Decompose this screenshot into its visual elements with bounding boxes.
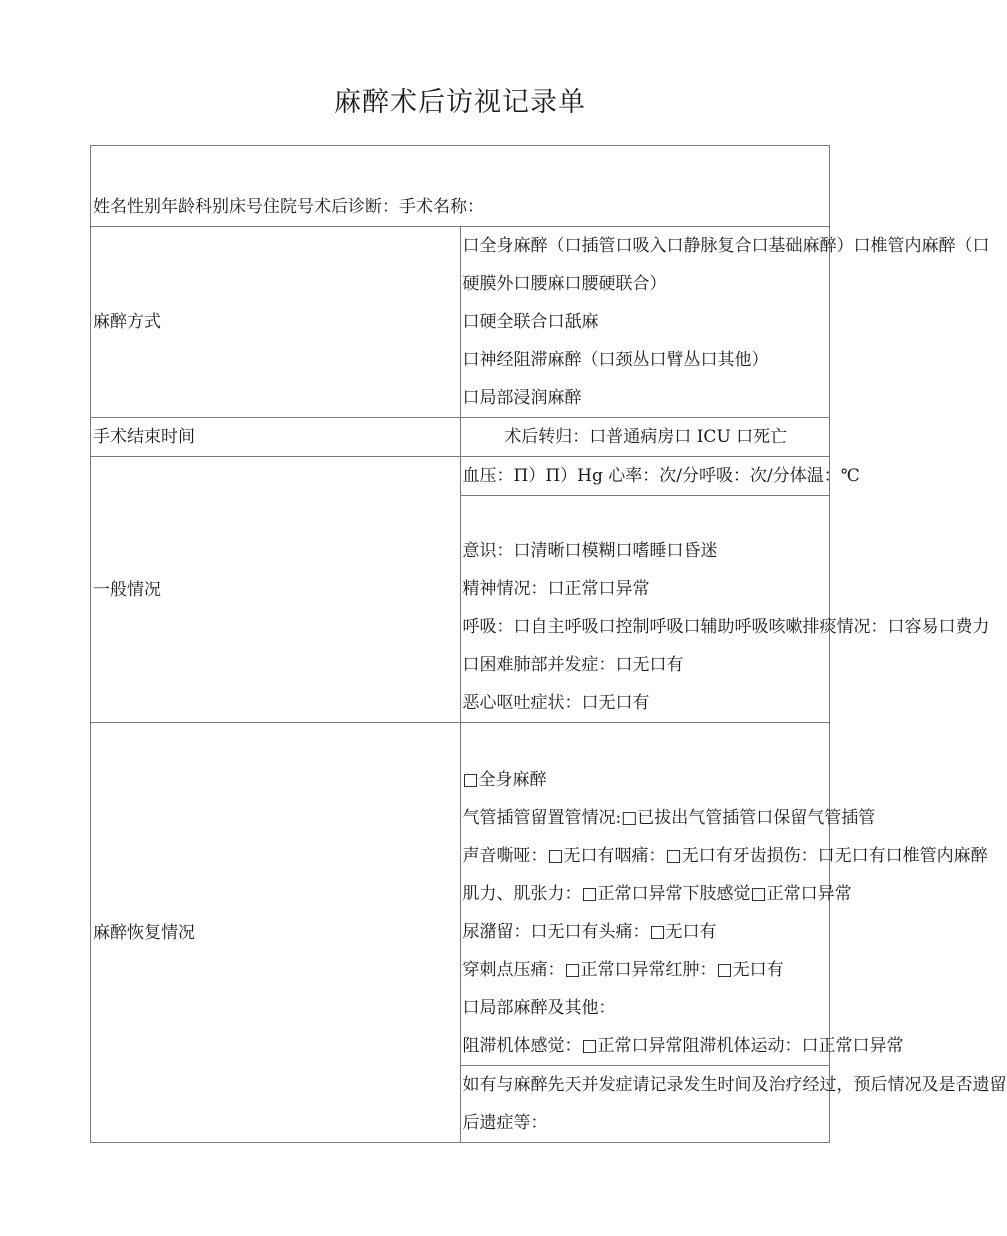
- postop-disposition-field[interactable]: 术后转归：口普通病房口 ICU 口死亡: [460, 418, 830, 457]
- blank-space: [463, 496, 830, 532]
- patient-info-fields: 姓名性别年龄科别床号住院号术后诊断：手术名称：: [93, 197, 484, 217]
- record-form-table: [90, 145, 1007, 1143]
- surgery-end-time-label: 手术结束时间: [91, 418, 461, 457]
- recovery-line: 尿潴留：口无口有头痛：□无口有: [462, 922, 717, 942]
- general-condition-line: 口困难肺部并发症：口无口有: [462, 655, 684, 675]
- vitals-field[interactable]: [460, 457, 860, 496]
- anesthesia-method-row: [91, 227, 830, 418]
- general-condition-line: 呼吸：口自主呼吸口控制呼吸口辅助呼吸咳嗽排痰情况：口容易口费力: [462, 617, 990, 637]
- general-condition-label: 一般情况: [91, 457, 461, 723]
- anesthesia-method-options[interactable]: [460, 227, 990, 418]
- complications-field[interactable]: [460, 1066, 1007, 1143]
- page-title: 麻醉术后访视记录单: [334, 87, 586, 118]
- general-condition-line: 意识：口清晰口模糊口嗜睡口昏迷: [462, 541, 718, 561]
- anesthesia-method-line: 口神经阻滞麻醉（口颈丛口臂丛口其他）: [462, 350, 769, 370]
- vitals-row: [91, 457, 830, 496]
- anesthesia-method-line: 口硬全联合口舐麻: [462, 312, 599, 332]
- recovery-line: 穿刺点压痛：□正常口异常红肿：□无口有: [462, 960, 784, 980]
- anesthesia-method-line: 硬膜外口腰麻口腰硬联合）: [462, 274, 667, 294]
- recovery-line: 声音嘶哑：□无口有咽痛：□无口有牙齿损伤：口无口有口椎管内麻醉: [462, 846, 988, 866]
- patient-info-row: [91, 146, 830, 227]
- recovery-row: [91, 723, 830, 1066]
- recovery-line: □全身麻醉: [462, 770, 547, 790]
- vitals-line: 血压：Π）Π）Hg 心率：次/分呼吸：次/分体温：℃: [462, 466, 860, 486]
- surgery-end-row: [91, 418, 830, 457]
- recovery-label: 麻醉恢复情况: [91, 723, 461, 1143]
- anesthesia-method-label: 麻醉方式: [91, 227, 461, 418]
- general-condition-line: 恶心呕吐症状：口无口有: [462, 693, 650, 713]
- recovery-line: 肌力、肌张力：□正常口异常下肢感觉□正常口异常: [462, 884, 852, 904]
- recovery-line: 气管插管留置管情况:□已拔出气管插管口保留气管插管: [462, 808, 876, 828]
- anesthesia-method-line: 口全身麻醉（口插管口吸入口静脉复合口基础麻醉）口椎管内麻醉（口: [462, 236, 990, 256]
- patient-info-cell[interactable]: [91, 146, 830, 227]
- recovery-line: 阻滞机体感觉：□正常口异常阻滞机体运动：口正常口异常: [462, 1036, 904, 1056]
- general-condition-options[interactable]: [460, 496, 990, 723]
- complications-line: 如有与麻醉先天并发症请记录发生时间及治疗经过，预后情况及是否遗留: [462, 1075, 1007, 1095]
- complications-line: 后遗症等：: [462, 1113, 548, 1133]
- recovery-line: 口局部麻醉及其他：: [462, 998, 616, 1018]
- anesthesia-method-line: 口局部浸润麻醉: [462, 388, 582, 408]
- general-condition-line: 精神情况：口正常口异常: [462, 579, 650, 599]
- recovery-options[interactable]: [460, 723, 988, 1066]
- blank-space: [463, 723, 830, 761]
